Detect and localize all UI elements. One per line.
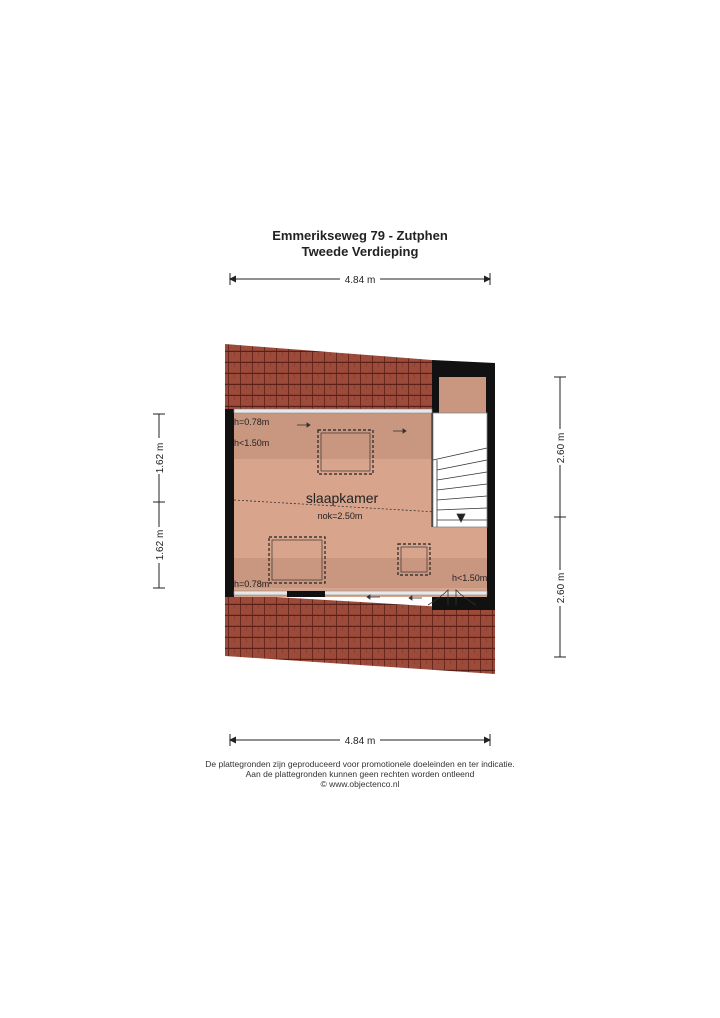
dimension-right-lower-label: 2.60 m <box>556 572 567 604</box>
chimney-block <box>287 591 325 597</box>
dimension-left-upper-label: 1.62 m <box>155 442 166 474</box>
dimension-right-upper-label: 2.60 m <box>556 432 567 464</box>
dimension-right <box>553 377 567 657</box>
height-label-bottom-150: h<1.50m <box>452 573 488 583</box>
landing-floor <box>439 377 486 413</box>
disclaimer-line-2: Aan de plattegronden kunnen geen rechten worden ontleend <box>245 769 475 779</box>
height-label-bottom-078: h=0.78m <box>234 579 270 589</box>
height-label-top-078: h=0.78m <box>234 417 270 427</box>
bottom-wall <box>234 591 487 595</box>
dimension-top <box>230 272 490 286</box>
dimension-bottom <box>230 733 490 747</box>
plan-floor-title: Tweede Verdieping <box>301 244 419 259</box>
plan-address-title: Emmerikseweg 79 - Zutphen <box>272 228 448 243</box>
dimension-bottom-label: 4.84 m <box>344 736 376 747</box>
ridge-height: nok=2.50m <box>317 511 363 521</box>
top-wall <box>234 409 432 413</box>
room-name: slaapkamer <box>305 490 379 506</box>
dimension-top-label: 4.84 m <box>344 275 376 286</box>
left-wall <box>225 409 234 597</box>
dimension-left-lower-label: 1.62 m <box>155 529 166 561</box>
dimension-left <box>152 414 166 588</box>
disclaimer-line-3: © www.objectenco.nl <box>320 779 400 789</box>
height-label-top-150: h<1.50m <box>234 438 270 448</box>
roof-tiles-top <box>225 344 432 420</box>
staircase <box>432 413 487 527</box>
disclaimer-line-1: De plattegronden zijn geproduceerd voor promotionele doeleinden en ter indicatie. <box>205 759 515 769</box>
